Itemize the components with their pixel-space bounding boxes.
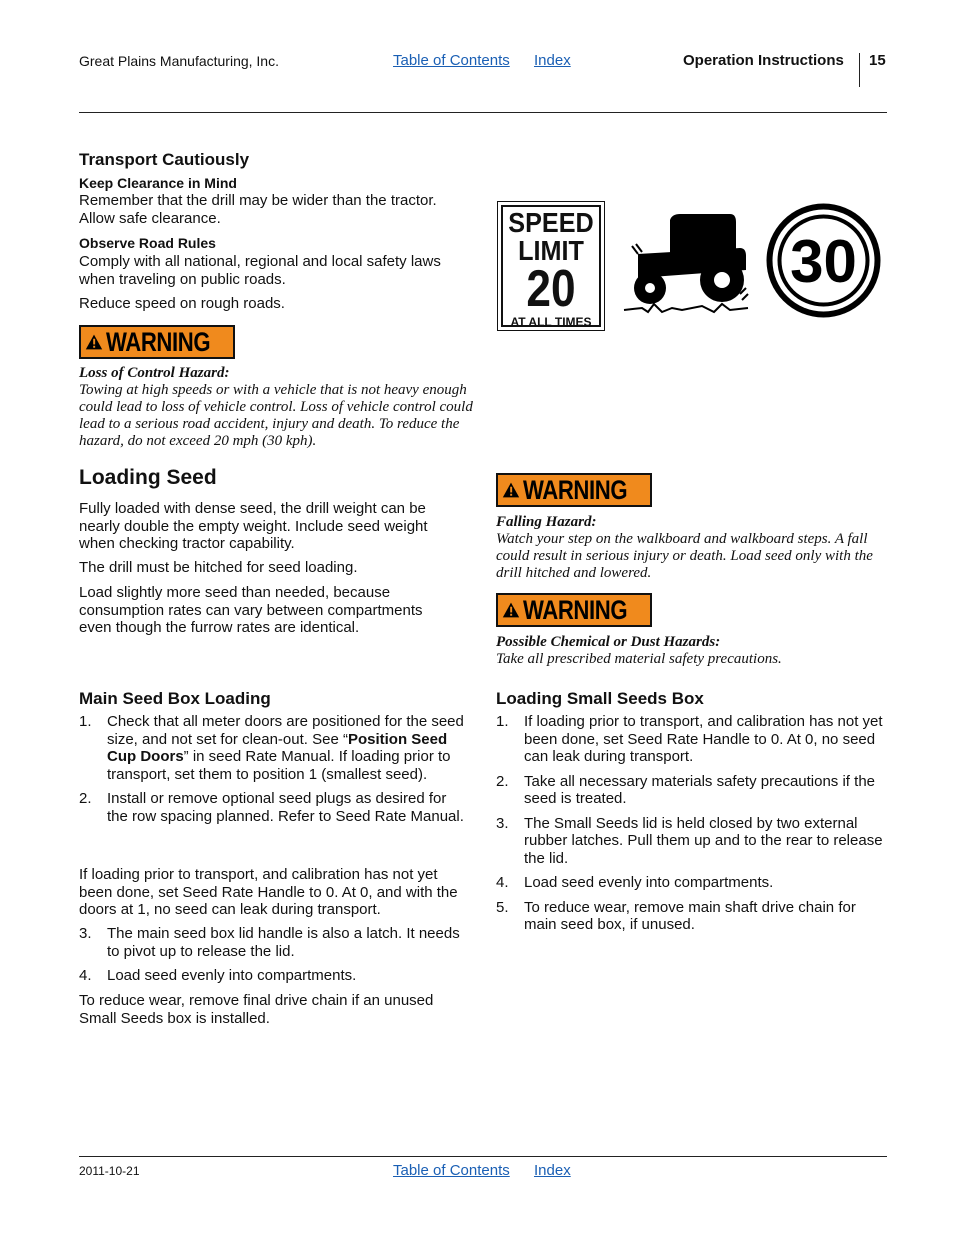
list-item: 2. Install or remove optional seed plugs as desired for the row spacing planned. Refer to Seed Rate Manual. bbox=[79, 790, 464, 825]
speed-limit-footer: AT ALL TIMES bbox=[510, 315, 592, 329]
list-item: 3. The main seed box lid handle is also a latch. It needs to pivot up to release the lid. bbox=[79, 925, 460, 960]
main-box-mid-para: If loading prior to transport, and calibration has not yet been done, set Seed Rate Handle to 0. At 0, and with the doors at 1, no seed can leak during transport. bbox=[79, 866, 458, 918]
kph-value: 30 bbox=[790, 228, 857, 295]
chemical-hazard-title: Possible Chemical or Dust Hazards: bbox=[496, 634, 721, 650]
loading-p3: Load slightly more seed than needed, because consumption rates can vary between compartments even though the furrow rates are identical. bbox=[79, 584, 423, 636]
section-title: Operation Instructions bbox=[683, 52, 844, 69]
chemical-hazard-text: Take all prescribed material safety precautions. bbox=[496, 651, 782, 667]
list-item: 3. The Small Seeds lid is held closed by two external rubber latches. Pull them up and to the rear to release the lid. bbox=[496, 814, 883, 867]
loading-p1: Fully loaded with dense seed, the drill weight can be nearly double the empty weight. Include seed weight when checking tractor capability. bbox=[79, 500, 428, 552]
speed-limit-line1: SPEED bbox=[508, 207, 594, 238]
footer-date: 2011-10-21 bbox=[79, 1164, 140, 1178]
falling-hazard-title: Falling Hazard: bbox=[496, 514, 597, 530]
warning-badge-transport bbox=[79, 325, 235, 359]
warning-triangle-icon bbox=[502, 480, 520, 500]
toc-link-footer[interactable]: Table of Contents bbox=[393, 1162, 510, 1179]
clearance-heading: Keep Clearance in Mind bbox=[79, 175, 237, 191]
warning-label: WARNING bbox=[523, 474, 628, 505]
warning-triangle-icon bbox=[502, 600, 520, 620]
header-divider bbox=[859, 53, 860, 87]
loading-p2: The drill must be hitched for seed loading. bbox=[79, 559, 358, 576]
list-item: 5. To reduce wear, remove main shaft drive chain for main seed box, if unused. bbox=[496, 898, 856, 933]
warning-triangle-icon bbox=[85, 332, 103, 352]
warning-badge-falling bbox=[496, 473, 652, 507]
small-box-heading: Loading Small Seeds Box bbox=[496, 689, 704, 708]
falling-hazard-text: Watch your step on the walkboard and walkboard steps. A fall could result in serious injury or death. Load seed only with the drill hitched and lowered. bbox=[496, 531, 873, 581]
rough-roads-text: Reduce speed on rough roads. bbox=[79, 295, 285, 312]
main-box-steps-a bbox=[79, 713, 469, 832]
list-item: 2. Take all necessary materials safety precautions if the seed is treated. bbox=[496, 772, 875, 807]
list-item: 4. Load seed evenly into compartments. bbox=[496, 874, 774, 891]
loss-control-text: Towing at high speeds or with a vehicle that is not heavy enough could lead to loss of vehicle control. Loss of vehicle control could lead to a serious road accident, injury and death. To reduce the hazard, do not exceed 20 mph (30 kph). bbox=[79, 382, 473, 449]
transport-heading: Transport Cautiously bbox=[79, 150, 250, 169]
main-box-end-para: To reduce wear, remove final drive chain if an unused Small Seeds box is installed. bbox=[79, 992, 434, 1027]
main-box-steps-b bbox=[79, 925, 469, 992]
speed-limit-sign bbox=[497, 201, 605, 331]
loading-seed-heading: Loading Seed bbox=[79, 466, 217, 489]
page-number: 15 bbox=[869, 52, 886, 69]
list-item: 1. Check that all meter doors are positioned for the seed size, and not set for clean-out. See “Position Seed Cup Doors” in seed Rate Manual. If loading prior to transport, set them to position 1 (smallest seed). bbox=[79, 713, 464, 783]
warning-badge-chemical bbox=[496, 593, 652, 627]
speed-30-kph-sign bbox=[765, 202, 882, 319]
index-link-footer[interactable]: Index bbox=[534, 1162, 571, 1179]
speed-limit-line2: LIMIT bbox=[518, 235, 584, 266]
loss-control-title: Loss of Control Hazard: bbox=[79, 365, 230, 381]
list-item: 1. If loading prior to transport, and calibration has not yet been done, set Seed Rate Handle to 0. At 0, no seed can leak during transport. bbox=[496, 713, 883, 765]
road-rules-text: Comply with all national, regional and local safety laws when traveling on public roads. bbox=[79, 253, 441, 288]
footer-rule bbox=[79, 1156, 887, 1157]
toc-link-header[interactable]: Table of Contents bbox=[393, 52, 510, 69]
main-box-heading: Main Seed Box Loading bbox=[79, 689, 271, 708]
small-box-steps bbox=[496, 713, 888, 941]
header-rule bbox=[79, 112, 887, 113]
index-link-header[interactable]: Index bbox=[534, 52, 571, 69]
warning-label: WARNING bbox=[523, 594, 628, 625]
speed-limit-value: 20 bbox=[526, 260, 576, 318]
tractor-bumpy-road-icon bbox=[622, 208, 750, 318]
warning-label: WARNING bbox=[106, 326, 211, 357]
list-item: 4. Load seed evenly into compartments. bbox=[79, 967, 357, 984]
clearance-text: Remember that the drill may be wider than the tractor. Allow safe clearance. bbox=[79, 192, 437, 227]
company-name: Great Plains Manufacturing, Inc. bbox=[79, 53, 279, 69]
road-rules-heading: Observe Road Rules bbox=[79, 235, 216, 251]
